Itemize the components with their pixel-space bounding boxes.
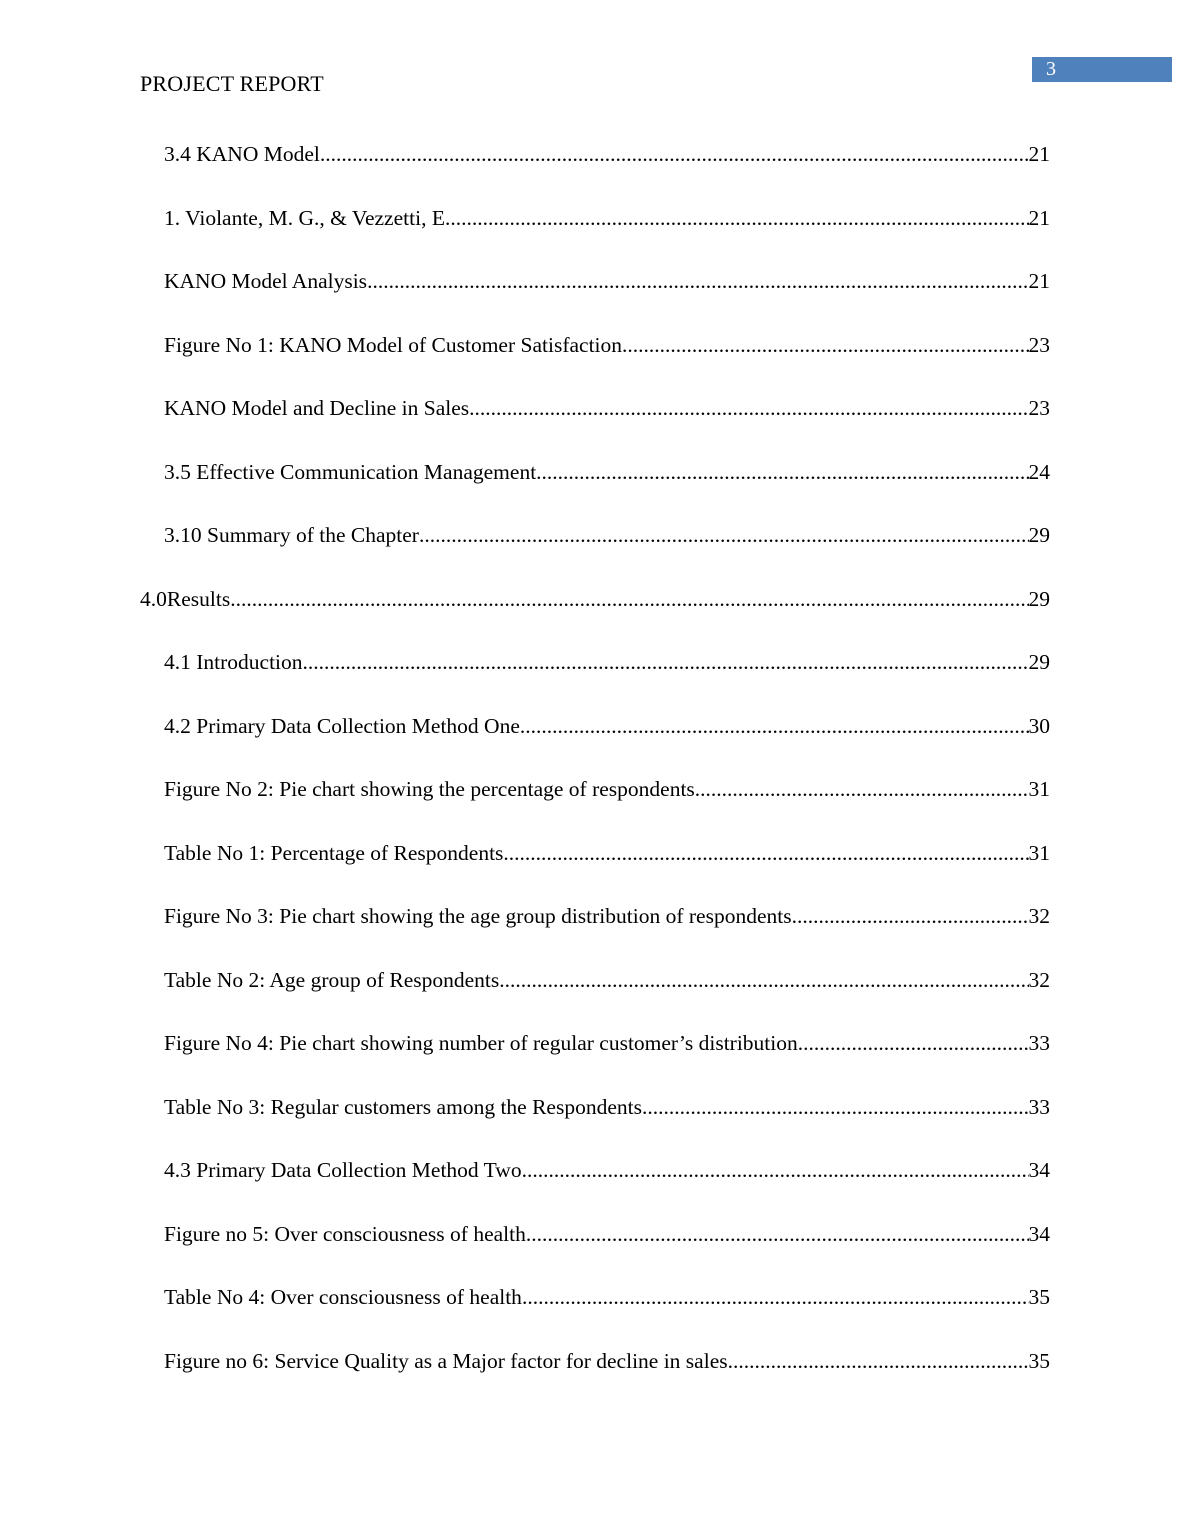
toc-entry xyxy=(140,331,1050,395)
toc-entry-title: Figure no 6: Service Quality as a Major factor for decline in sales xyxy=(164,1348,728,1373)
toc-entry xyxy=(140,902,1050,966)
toc-dot-leader xyxy=(419,521,1029,549)
toc-entry xyxy=(140,521,1050,585)
toc-entry xyxy=(140,775,1050,839)
toc-entry-title: 4.0Results xyxy=(140,586,231,611)
table-of-contents xyxy=(140,140,1050,1410)
toc-entry-page: 31 xyxy=(1028,777,1050,801)
toc-dot-leader xyxy=(503,839,1028,867)
toc-entry-title: 3.10 Summary of the Chapter xyxy=(164,523,419,547)
toc-entry xyxy=(140,1156,1050,1220)
toc-entry-title: 1. Violante, M. G., & Vezzetti, E. xyxy=(164,205,451,230)
toc-dot-leader xyxy=(792,902,1029,930)
toc-entry-title: Table No 2: Age group of Respondents xyxy=(164,967,500,992)
toc-dot-leader xyxy=(526,1220,1029,1248)
toc-dot-leader xyxy=(499,966,1028,994)
toc-dot-leader xyxy=(522,1283,1029,1311)
toc-entry-title: 3.5 Effective Communication Management xyxy=(164,459,537,484)
toc-entry-title: 4.2 Primary Data Collection Method One xyxy=(164,713,520,738)
running-header: PROJECT REPORT xyxy=(140,71,324,96)
toc-entry-title: Table No 4: Over consciousness of health xyxy=(164,1285,522,1309)
toc-entry-page: 21 xyxy=(1028,269,1050,293)
toc-entry-page: 29 xyxy=(1028,650,1050,674)
toc-dot-leader xyxy=(536,458,1028,486)
toc-entry xyxy=(140,394,1050,458)
toc-entry xyxy=(140,140,1050,204)
page-number-badge xyxy=(1032,57,1172,82)
toc-dot-leader xyxy=(367,267,1028,295)
toc-entry-page: 29 xyxy=(1028,523,1050,547)
toc-dot-leader xyxy=(469,394,1028,422)
toc-entry xyxy=(140,1093,1050,1157)
toc-entry-page: 23 xyxy=(1028,332,1050,357)
toc-entry-page: 33 xyxy=(1028,1031,1050,1055)
toc-entry xyxy=(140,648,1050,712)
toc-entry xyxy=(140,966,1050,1030)
toc-entry-page: 35 xyxy=(1028,1285,1050,1309)
toc-dot-leader xyxy=(303,648,1029,676)
toc-entry-title: 4.1 Introduction xyxy=(164,650,303,674)
toc-entry xyxy=(140,585,1050,649)
toc-entry-title: Figure No 2: Pie chart showing the percentage of respondents xyxy=(164,777,695,801)
toc-entry xyxy=(140,839,1050,903)
toc-entry xyxy=(140,712,1050,776)
toc-dot-leader xyxy=(522,1156,1029,1184)
toc-entry-page: 33 xyxy=(1028,1094,1050,1119)
toc-entry-title: Figure no 5: Over consciousness of health xyxy=(164,1221,526,1246)
toc-entry-page: 29 xyxy=(1028,586,1050,611)
toc-entry-page: 34 xyxy=(1028,1221,1050,1246)
toc-dot-leader xyxy=(642,1093,1029,1121)
toc-entry-page: 24 xyxy=(1028,459,1050,484)
toc-dot-leader xyxy=(695,775,1029,803)
toc-entry-title: Table No 3: Regular customers among the Respondents xyxy=(164,1094,642,1119)
toc-entry xyxy=(140,267,1050,331)
toc-entry-title: Figure No 4: Pie chart showing number of regular customer’s distribution xyxy=(164,1031,798,1055)
toc-entry-title: KANO Model Analysis xyxy=(164,269,368,293)
toc-entry xyxy=(140,1220,1050,1284)
toc-entry-page: 23 xyxy=(1028,396,1050,420)
toc-dot-leader xyxy=(520,712,1029,740)
toc-entry xyxy=(140,1283,1050,1347)
toc-entry xyxy=(140,1347,1050,1411)
toc-entry-title: Figure No 1: KANO Model of Customer Satisfaction xyxy=(164,332,623,357)
toc-entry-page: 32 xyxy=(1028,904,1050,928)
toc-entry-title: KANO Model and Decline in Sales xyxy=(164,396,470,420)
toc-dot-leader xyxy=(798,1029,1029,1057)
toc-entry-page: 35 xyxy=(1028,1348,1050,1373)
toc-dot-leader xyxy=(728,1347,1029,1375)
toc-entry-page: 30 xyxy=(1028,713,1050,738)
toc-dot-leader xyxy=(450,204,1028,232)
toc-entry-title: Figure No 3: Pie chart showing the age group distribution of respondents xyxy=(164,904,792,928)
toc-entry-page: 32 xyxy=(1028,967,1050,992)
toc-dot-leader xyxy=(320,140,1029,168)
toc-entry xyxy=(140,458,1050,522)
toc-entry-title: 4.3 Primary Data Collection Method Two xyxy=(164,1158,522,1182)
toc-entry-page: 34 xyxy=(1028,1158,1050,1182)
toc-entry-page: 21 xyxy=(1028,205,1050,230)
toc-entry-title: Table No 1: Percentage of Respondents xyxy=(164,840,504,865)
toc-entry-page: 31 xyxy=(1028,840,1050,865)
toc-entry-page: 21 xyxy=(1028,142,1050,166)
toc-dot-leader xyxy=(622,331,1028,359)
page-number: 3 xyxy=(1046,58,1056,80)
toc-entry xyxy=(140,204,1050,268)
toc-entry xyxy=(140,1029,1050,1093)
toc-entry-title: 3.4 KANO Model xyxy=(164,142,320,166)
toc-dot-leader xyxy=(230,585,1028,613)
